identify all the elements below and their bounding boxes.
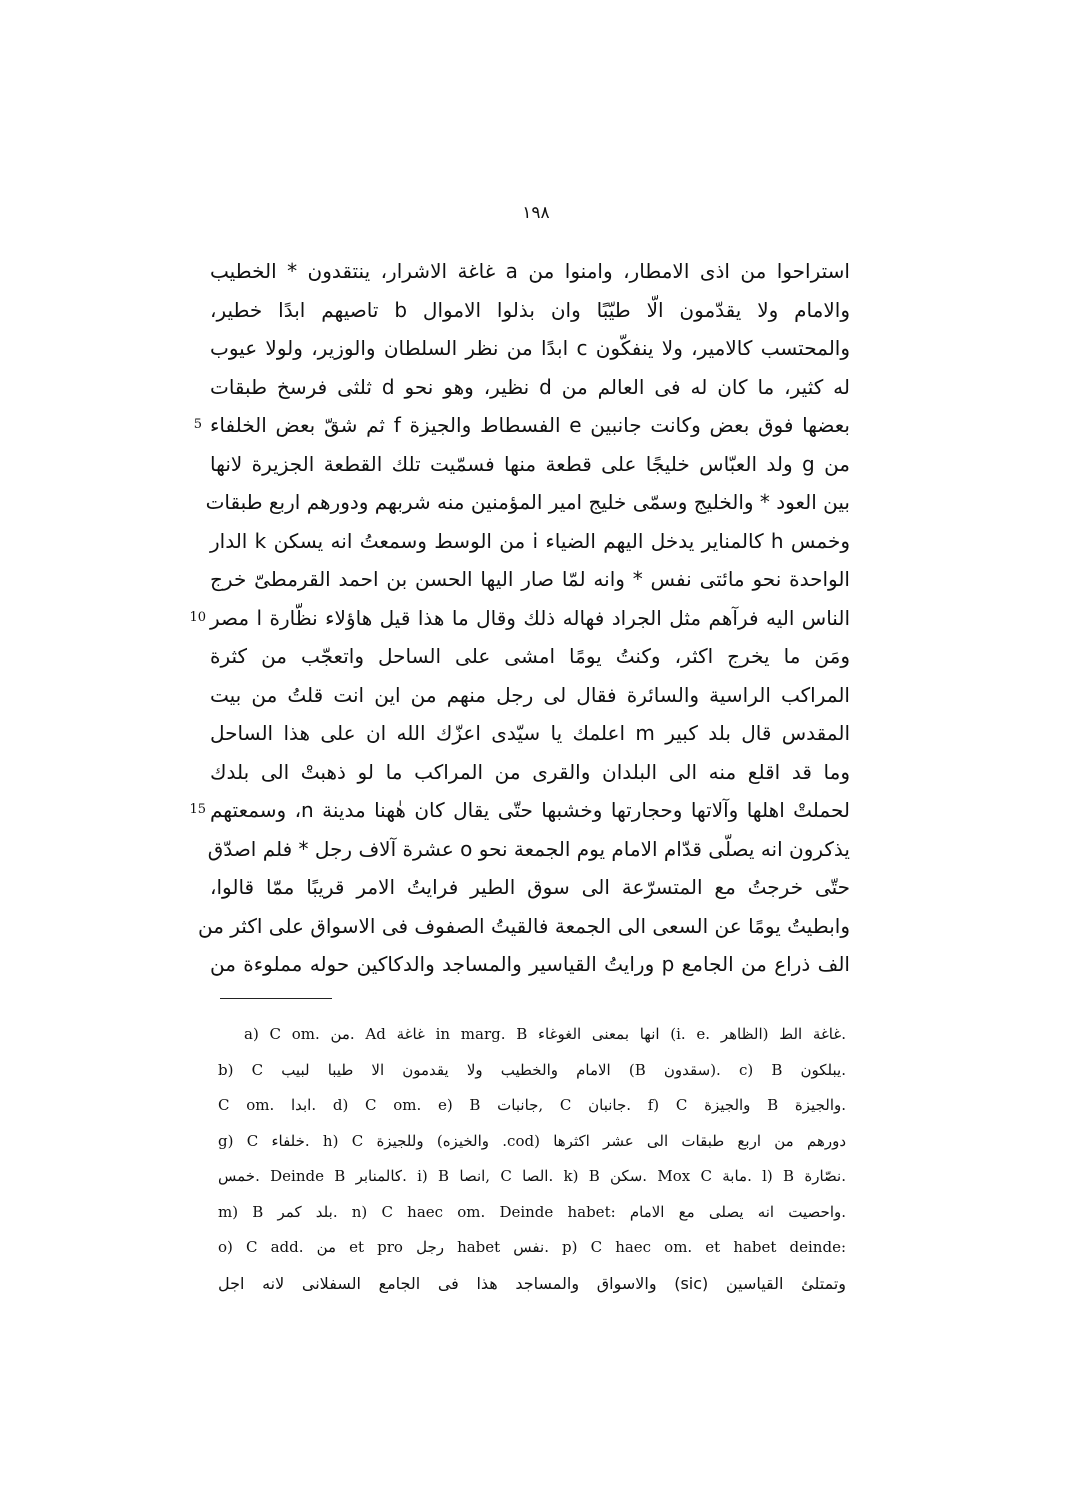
line-number: 15 [189,802,206,817]
text-line: حتّى خرجتُ مع المتسرّعة الى سوق الطير فرايتُ الامر قريبًا ممّا قالوا، [210,875,850,899]
text-line: الواحدة نحو مائتى نفس * وانه لمّا صار اليها الحسن بن احمد القرمطىّ خرج [210,567,850,591]
main-text [189,252,851,984]
text-line: يذكرون انه يصلّى قدّام الامام يوم الجمعة نحو o عشرة آلاف رجل * فلم اصدّق [207,836,850,861]
footnote-line: m) B بلد كمر. n) C haec om. Deinde habet: واحصيت انه يصلى مع الامام. [218,1202,847,1221]
footnote-line: b) C الامام والخطيب ولا يقدمون الا طيبا لبيب (B سقدون). c) B يبلكون. [218,1060,846,1079]
line-number: 10 [189,609,206,625]
text-line: له كثير، ما كان له فى العالم من d نظير، وهو نحو d ثلثى فرسخ طبقات [210,374,850,399]
text-line: استراحوا من اذى الامطار، وامنوا من a غاغة الاشرار، ينتقدون * الخطيب [210,259,850,283]
text-line: وخمس h كالمناير يدخل اليهم الضياء i من الوسط وسمعتُ انه يسكن k الدار [210,528,850,553]
text-line: 5 بعضها فوق بعض وكانت جانبين e الفسطاط والجيزة f ثم شقّ بعض الخلفاء [210,406,850,445]
text-line: والمحتسب كالامير، ولا ينفكّون c ابدًا من نظر السلطان والوزير، ولولا عيوب [210,336,850,360]
footnote-line: C om. ابدا. d) C om. e) B جانبات, C جانبان. f) C والجيزة B والجيزة. [218,1096,847,1114]
page-number: ١٩٨ [522,203,550,223]
text-line: 15 لحملتْ اهلها وآلاتها وحجارتها وخشبها حتّى يقال كان هٰهنا مدينة n، وسمعتهم [210,791,850,830]
line-number: 5 [193,417,202,432]
text-line: بين العود * والخليج وسمّى خليج امير المؤمنين منه شربهم ودورهم اربع طبقات [205,490,850,514]
footnote-line: خمس. Deinde B كالمنابر. i) B انصا, C الصا. k) B سكن. Mox C مابة. l) B نصّارة. [218,1167,847,1185]
footnotes [218,1017,846,1301]
text-line: ومَن ما يخرج اكثر، وكنتُ يومًا امشى على الساحل واتعجّب من كثرة [210,644,850,668]
footnote-line: a) C om. من. Ad غاغة in marg. B انها بمعنى الغوغاء (i. e. الظاهر) غاغة الط. [244,1025,846,1043]
text-line: من g ولد العبّاس خليجًا على قطعة منها فسمّيت تلك القطعة الجزيرة لانها [210,451,851,476]
text-line: وما قد اقلع منه الى البلدان والقرى من المراكب ما لو ذهبتْ الى بلدك [210,759,850,784]
footnote-line: g) C خلفاء. h) C وللجيزة (والخيزه .cod) دورهم من اربع طبقات الى عشر اكثرها [218,1131,847,1150]
text-line: وابطيتُ يومًا عن السعى الى الجمعة فالقيتُ الصفوف فى الاسواق على اكثر من [197,913,850,938]
text-line: الف ذراع من الجامع p ورايتُ القياسير والمساجد والدكاكين حوله مملوءة من [210,952,850,976]
footnote-line: o) C add. من et pro رجل habet نفس. p) C haec om. et habet deinde: [218,1238,846,1256]
footnote-line: وتمتلئ القياسين (sic) والاسواق والمساجد هذا فى الجامع السفلانى لانه اجل [218,1273,846,1293]
text-line: المراكب الراسية والسائرة فقال لى رجل منهم من اين انت قلتُ من بيت [210,682,850,707]
footnote-separator [220,998,332,999]
text-line: 10 الناس اليه فرآهم مثل الجراد فهاله ذلك وقال ما هذا قيل هاؤلاء نظّارة l مصر [210,599,850,638]
text-line: والامام ولا يقدّمون الّا طيّبًا وان بذلوا الاموال b تاصيهم ابدًا خطير، [210,297,850,322]
text-line: المقدس قال بلد كبير m اعلمك يا سيّدى اعزّك الله ان على هذا الساحل [210,721,851,745]
